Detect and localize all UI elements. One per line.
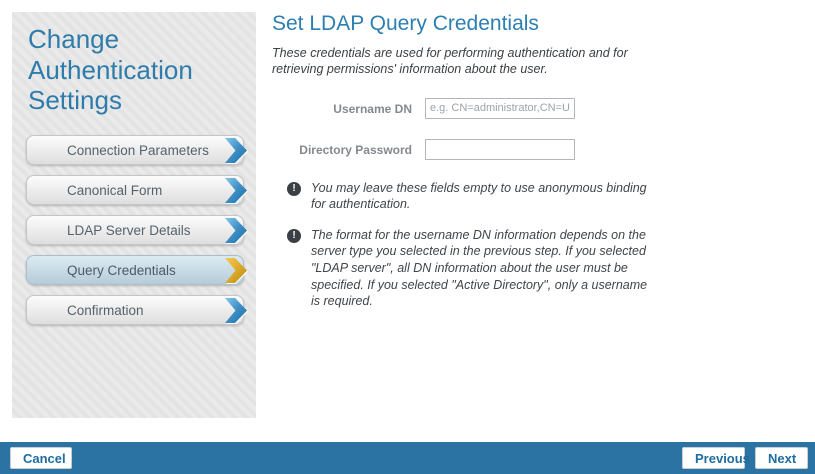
note-anonymous-binding [287,180,649,213]
wizard-footer-bar [0,442,815,474]
chevron-right-icon [224,257,248,284]
note-text: The format for the username DN information depends on the server type you selected in the previous step. If you selected "LDAP server", all DN information about the user must be specified. If you selected "Active Directory", only a username is required. [311,227,648,309]
exclamation-circle-icon: ! [287,229,301,243]
step-confirmation[interactable] [26,295,244,325]
username-dn-input[interactable] [425,98,575,119]
wizard-title: Change Authentication Settings [28,24,193,116]
page-description: These credentials are used for performing authentication and for retrieving permissions' information about the user. [272,46,628,77]
step-label: Confirmation [67,302,144,318]
previous-button[interactable]: Previous [682,447,745,469]
step-label: LDAP Server Details [67,222,191,238]
username-dn-label: Username DN [333,101,412,116]
next-button[interactable]: Next [755,447,808,469]
cancel-button[interactable]: Cancel [10,447,72,469]
step-query-credentials[interactable] [26,255,244,285]
username-dn-row [272,98,652,119]
step-ldap-server-details[interactable] [26,215,244,245]
directory-password-input[interactable] [425,139,575,160]
note-text: You may leave these fields empty to use anonymous binding for authentication. [311,180,647,212]
step-label: Connection Parameters [67,142,209,158]
step-canonical-form[interactable] [26,175,244,205]
step-label: Query Credentials [67,262,176,278]
exclamation-circle-icon: ! [287,182,301,196]
wizard-step-panel [272,12,652,324]
page-title: Set LDAP Query Credentials [272,12,539,35]
wizard-steps [26,135,244,335]
chevron-right-icon [224,177,248,204]
wizard-sidebar [12,12,256,418]
note-dn-format [287,227,649,310]
step-connection-parameters[interactable] [26,135,244,165]
directory-password-label: Directory Password [299,142,412,157]
directory-password-row [272,139,652,160]
chevron-right-icon [224,137,248,164]
chevron-right-icon [224,297,248,324]
chevron-right-icon [224,217,248,244]
step-label: Canonical Form [67,182,163,198]
info-notes [287,180,652,310]
